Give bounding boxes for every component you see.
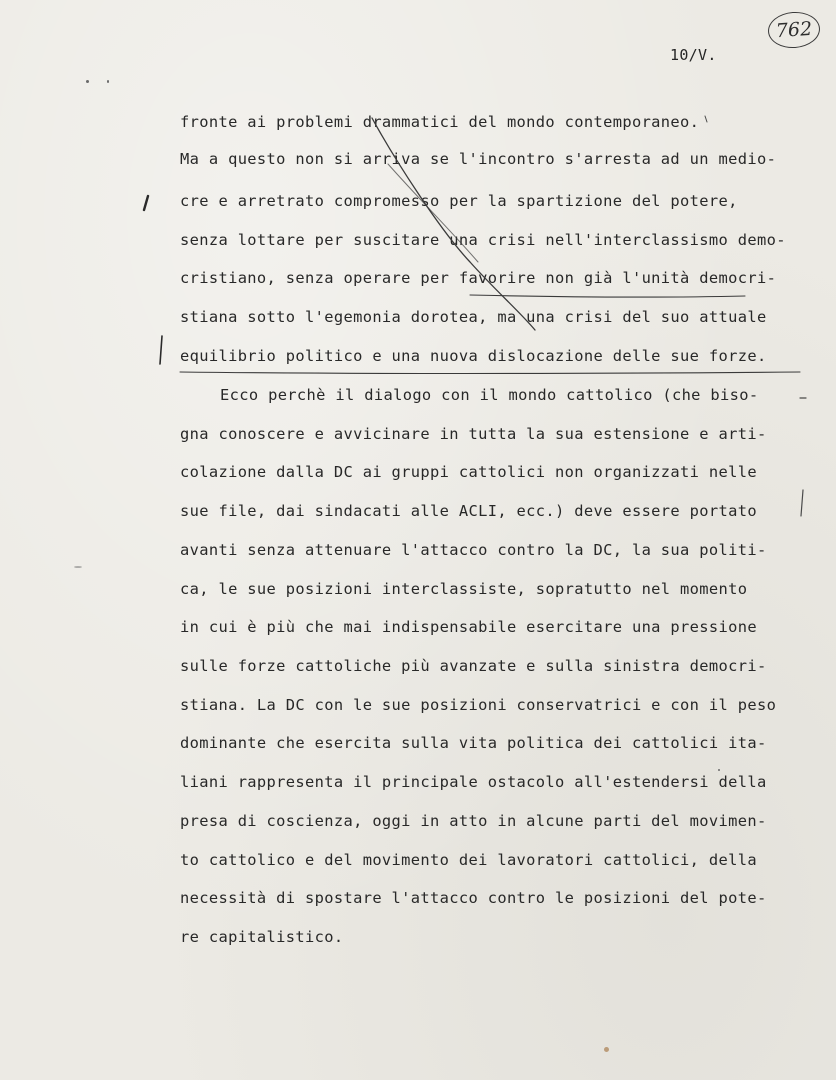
text-line: re capitalistico. bbox=[180, 928, 344, 946]
text-line: fronte ai problemi drammatici del mondo contemporaneo. bbox=[180, 113, 700, 131]
paper-speck bbox=[718, 769, 720, 771]
text-line: colazione dalla DC ai gruppi cattolici non organizzati nelle bbox=[180, 463, 757, 481]
paper-speck bbox=[86, 80, 89, 83]
pencil-underline bbox=[470, 295, 745, 297]
pencil-accent-mark bbox=[705, 116, 707, 122]
text-line: senza lottare per suscitare una crisi nell'interclassismo demo- bbox=[180, 231, 786, 249]
text-line: necessità di spostare l'attacco contro le posizioni del pote- bbox=[180, 889, 767, 907]
text-line: in cui è più che mai indispensabile esercitare una pressione bbox=[180, 618, 757, 636]
text-line: ca, le sue posizioni interclassiste, sopratutto nel momento bbox=[180, 580, 748, 598]
text-line: gna conoscere e avvicinare in tutta la sua estensione e arti- bbox=[180, 425, 767, 443]
text-line: cristiano, senza operare per favorire non già l'unità democri- bbox=[180, 269, 777, 287]
paper-speck bbox=[107, 80, 109, 83]
paper-speck bbox=[604, 1047, 609, 1052]
text-line: liani rappresenta il principale ostacolo all'estendersi della bbox=[180, 773, 767, 791]
text-line: stiana. La DC con le sue posizioni conservatrici e con il peso bbox=[180, 696, 777, 714]
pencil-underline bbox=[180, 372, 800, 374]
text-line: dominante che esercita sulla vita politica dei cattolici ita- bbox=[180, 734, 767, 752]
page-number: 10/V. bbox=[670, 46, 717, 64]
text-line: sulle forze cattoliche più avanzate e sulla sinistra democri- bbox=[180, 657, 767, 675]
text-line: Ma a questo non si arriva se l'incontro s'arresta ad un medio- bbox=[180, 150, 777, 168]
text-line: equilibrio politico e una nuova dislocazione delle sue forze. bbox=[180, 347, 767, 365]
text-line: cre e arretrato compromesso per la spartizione del potere, bbox=[180, 192, 738, 210]
margin-vertical-mark bbox=[160, 336, 162, 364]
paper-speck bbox=[74, 566, 82, 568]
text-line: sue file, dai sindacati alle ACLI, ecc.) deve essere portato bbox=[180, 502, 757, 520]
margin-vertical-mark bbox=[801, 490, 803, 516]
text-line: to cattolico e del movimento dei lavoratori cattolici, della bbox=[180, 851, 757, 869]
text-line: Ecco perchè il dialogo con il mondo cattolico (che biso- bbox=[220, 386, 759, 404]
text-line: stiana sotto l'egemonia dorotea, ma una crisi del suo attuale bbox=[180, 308, 767, 326]
margin-tick-mark bbox=[144, 196, 148, 210]
text-line: presa di coscienza, oggi in atto in alcune parti del movimen- bbox=[180, 812, 767, 830]
archive-number-stamp: 762 bbox=[767, 10, 821, 50]
text-line: avanti senza attenuare l'attacco contro la DC, la sua politi- bbox=[180, 541, 767, 559]
